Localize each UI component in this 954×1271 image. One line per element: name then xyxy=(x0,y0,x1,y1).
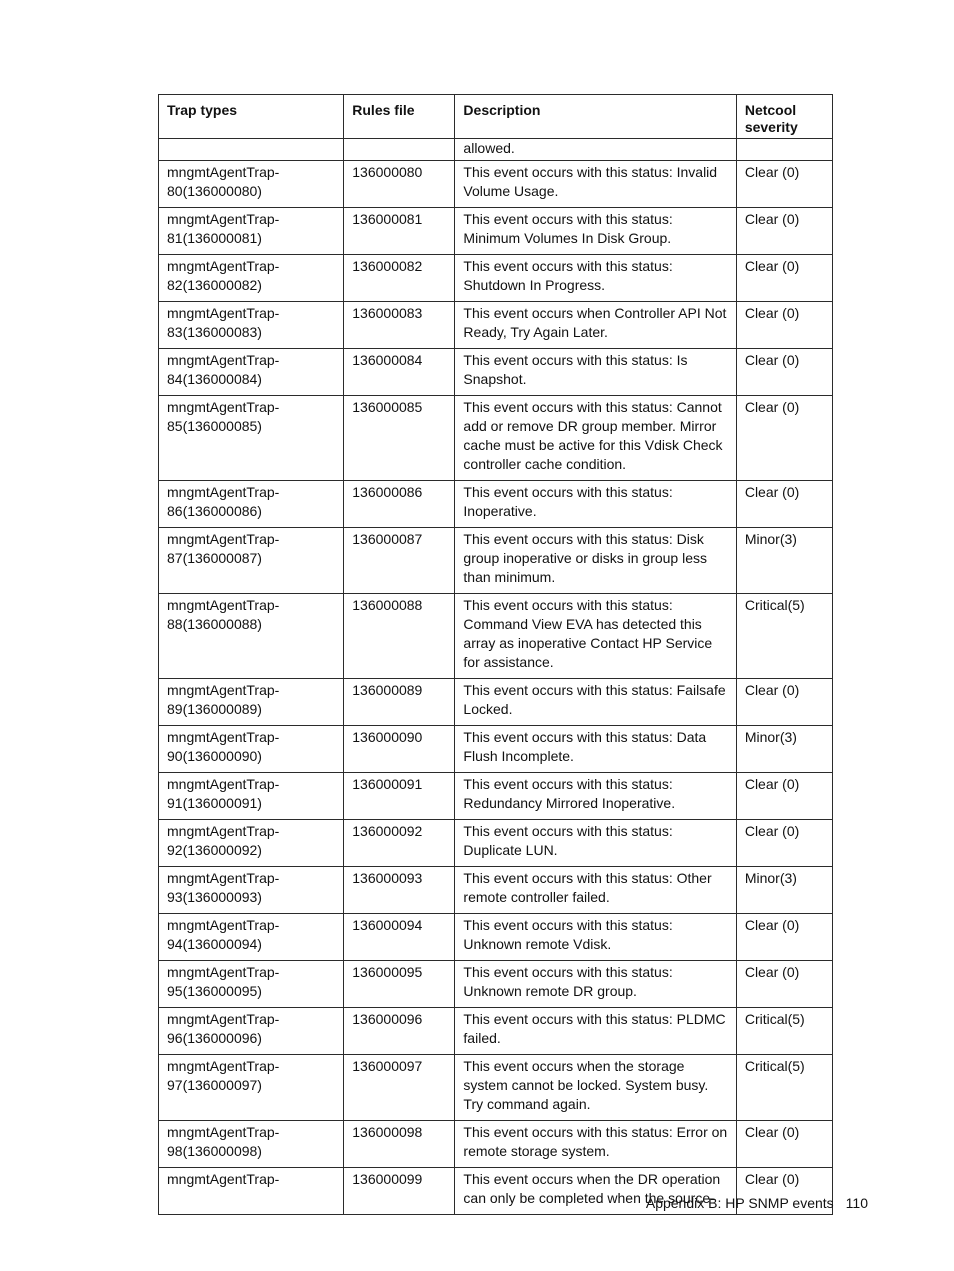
header-description: Description xyxy=(455,95,736,139)
cell-rules-file: 136000092 xyxy=(344,820,455,867)
table-row xyxy=(159,528,833,594)
table-row xyxy=(159,820,833,867)
header-rules-file: Rules file xyxy=(344,95,455,139)
cell-rules-file: 136000089 xyxy=(344,679,455,726)
cell-trap-type: mngmtAgentTrap- 84(136000084) xyxy=(159,349,344,396)
cell-trap-type: mngmtAgentTrap- 98(136000098) xyxy=(159,1121,344,1168)
table-row xyxy=(159,302,833,349)
cell-trap-type: mngmtAgentTrap- 80(136000080) xyxy=(159,161,344,208)
cell-description: This event occurs with this status: Invalid Volume Usage. xyxy=(455,161,736,208)
cell-description: This event occurs with this status: Shutdown In Progress. xyxy=(455,255,736,302)
cell-description: This event occurs when the storage system cannot be locked. System busy. Try command again. xyxy=(455,1055,736,1121)
table-row xyxy=(159,481,833,528)
cell-severity: Clear (0) xyxy=(736,396,832,481)
cell-description: This event occurs with this status: Duplicate LUN. xyxy=(455,820,736,867)
table-header-row xyxy=(159,95,833,139)
cell-trap-type: mngmtAgentTrap- 90(136000090) xyxy=(159,726,344,773)
table-row xyxy=(159,914,833,961)
cell-rules-file: 136000096 xyxy=(344,1008,455,1055)
cell-trap-type: mngmtAgentTrap- 85(136000085) xyxy=(159,396,344,481)
cell-description: This event occurs when Controller API Not Ready, Try Again Later. xyxy=(455,302,736,349)
header-trap-types: Trap types xyxy=(159,95,344,139)
cell-rules-file: 136000094 xyxy=(344,914,455,961)
table-row xyxy=(159,1121,833,1168)
cell-severity: Clear (0) xyxy=(736,208,832,255)
cell-rules-file xyxy=(344,139,455,161)
cell-description: This event occurs with this status: Failsafe Locked. xyxy=(455,679,736,726)
cell-severity: Critical(5) xyxy=(736,1055,832,1121)
cell-severity: Clear (0) xyxy=(736,1168,832,1215)
cell-trap-type: mngmtAgentTrap- 88(136000088) xyxy=(159,594,344,679)
cell-trap-type: mngmtAgentTrap- 93(136000093) xyxy=(159,867,344,914)
cell-rules-file: 136000099 xyxy=(344,1168,455,1215)
cell-description: This event occurs with this status: Cannot add or remove DR group member. Mirror cache must be active for this Vdisk Check controller cache condition. xyxy=(455,396,736,481)
cell-description: This event occurs with this status: Data Flush Incomplete. xyxy=(455,726,736,773)
page-footer xyxy=(646,1195,868,1211)
cell-rules-file: 136000097 xyxy=(344,1055,455,1121)
table-row xyxy=(159,349,833,396)
table-row xyxy=(159,396,833,481)
table-row xyxy=(159,679,833,726)
cell-description: This event occurs with this status: Inoperative. xyxy=(455,481,736,528)
cell-rules-file: 136000080 xyxy=(344,161,455,208)
cell-severity: Clear (0) xyxy=(736,255,832,302)
cell-description: This event occurs with this status: Unknown remote Vdisk. xyxy=(455,914,736,961)
cell-description: This event occurs with this status: PLDMC failed. xyxy=(455,1008,736,1055)
cell-trap-type: mngmtAgentTrap- xyxy=(159,1168,344,1215)
table-row xyxy=(159,867,833,914)
cell-description: This event occurs when the DR operation can only be completed when the source- xyxy=(455,1168,736,1215)
table-row xyxy=(159,1008,833,1055)
table-row xyxy=(159,255,833,302)
cell-trap-type: mngmtAgentTrap- 97(136000097) xyxy=(159,1055,344,1121)
cell-rules-file: 136000090 xyxy=(344,726,455,773)
table-row-continuation xyxy=(159,139,833,161)
cell-severity: Clear (0) xyxy=(736,961,832,1008)
table-row xyxy=(159,961,833,1008)
page-number: 110 xyxy=(845,1195,868,1211)
cell-rules-file: 136000084 xyxy=(344,349,455,396)
cell-description: This event occurs with this status: Command View EVA has detected this array as inoperative Contact HP Service for assistance. xyxy=(455,594,736,679)
cell-description: This event occurs with this status: Other remote controller failed. xyxy=(455,867,736,914)
table-row xyxy=(159,161,833,208)
cell-rules-file: 136000082 xyxy=(344,255,455,302)
cell-rules-file: 136000088 xyxy=(344,594,455,679)
cell-trap-type: mngmtAgentTrap- 82(136000082) xyxy=(159,255,344,302)
cell-rules-file: 136000095 xyxy=(344,961,455,1008)
cell-description: This event occurs with this status: Redundancy Mirrored Inoperative. xyxy=(455,773,736,820)
cell-trap-type: mngmtAgentTrap- 81(136000081) xyxy=(159,208,344,255)
cell-rules-file: 136000093 xyxy=(344,867,455,914)
cell-severity: Clear (0) xyxy=(736,679,832,726)
cell-severity: Clear (0) xyxy=(736,820,832,867)
cell-description: This event occurs with this status: Disk group inoperative or disks in group less than minimum. xyxy=(455,528,736,594)
cell-description: This event occurs with this status: Unknown remote DR group. xyxy=(455,961,736,1008)
cell-severity: Minor(3) xyxy=(736,867,832,914)
cell-description: This event occurs with this status: Minimum Volumes In Disk Group. xyxy=(455,208,736,255)
cell-trap-type: mngmtAgentTrap- 92(136000092) xyxy=(159,820,344,867)
cell-trap-type: mngmtAgentTrap- 89(136000089) xyxy=(159,679,344,726)
cell-rules-file: 136000086 xyxy=(344,481,455,528)
cell-trap-type: mngmtAgentTrap- 95(136000095) xyxy=(159,961,344,1008)
cell-severity: Clear (0) xyxy=(736,302,832,349)
cell-severity: Clear (0) xyxy=(736,161,832,208)
cell-severity: Clear (0) xyxy=(736,914,832,961)
footer-section-title: Appendix B: HP SNMP events xyxy=(645,1195,834,1211)
cell-description: This event occurs with this status: Error on remote storage system. xyxy=(455,1121,736,1168)
cell-severity: Clear (0) xyxy=(736,481,832,528)
table-row xyxy=(159,208,833,255)
cell-severity: Critical(5) xyxy=(736,1008,832,1055)
cell-severity: Minor(3) xyxy=(736,726,832,773)
cell-trap-type xyxy=(159,139,344,161)
cell-trap-type: mngmtAgentTrap- 96(136000096) xyxy=(159,1008,344,1055)
cell-rules-file: 136000083 xyxy=(344,302,455,349)
cell-severity xyxy=(736,139,832,161)
cell-rules-file: 136000091 xyxy=(344,773,455,820)
cell-trap-type: mngmtAgentTrap- 86(136000086) xyxy=(159,481,344,528)
header-netcool-severity: Netcool severity xyxy=(736,95,832,139)
cell-description: This event occurs with this status: Is Snapshot. xyxy=(455,349,736,396)
cell-rules-file: 136000087 xyxy=(344,528,455,594)
cell-severity: Clear (0) xyxy=(736,349,832,396)
table-row xyxy=(159,773,833,820)
snmp-events-table xyxy=(158,94,833,1215)
cell-severity: Critical(5) xyxy=(736,594,832,679)
cell-rules-file: 136000081 xyxy=(344,208,455,255)
table-row xyxy=(159,1055,833,1121)
cell-description: allowed. xyxy=(455,139,736,161)
cell-severity: Clear (0) xyxy=(736,773,832,820)
table-row xyxy=(159,726,833,773)
cell-trap-type: mngmtAgentTrap- 91(136000091) xyxy=(159,773,344,820)
cell-rules-file: 136000098 xyxy=(344,1121,455,1168)
cell-trap-type: mngmtAgentTrap- 87(136000087) xyxy=(159,528,344,594)
cell-trap-type: mngmtAgentTrap- 83(136000083) xyxy=(159,302,344,349)
cell-severity: Minor(3) xyxy=(736,528,832,594)
cell-severity: Clear (0) xyxy=(736,1121,832,1168)
cell-rules-file: 136000085 xyxy=(344,396,455,481)
cell-trap-type: mngmtAgentTrap- 94(136000094) xyxy=(159,914,344,961)
table-row xyxy=(159,594,833,679)
